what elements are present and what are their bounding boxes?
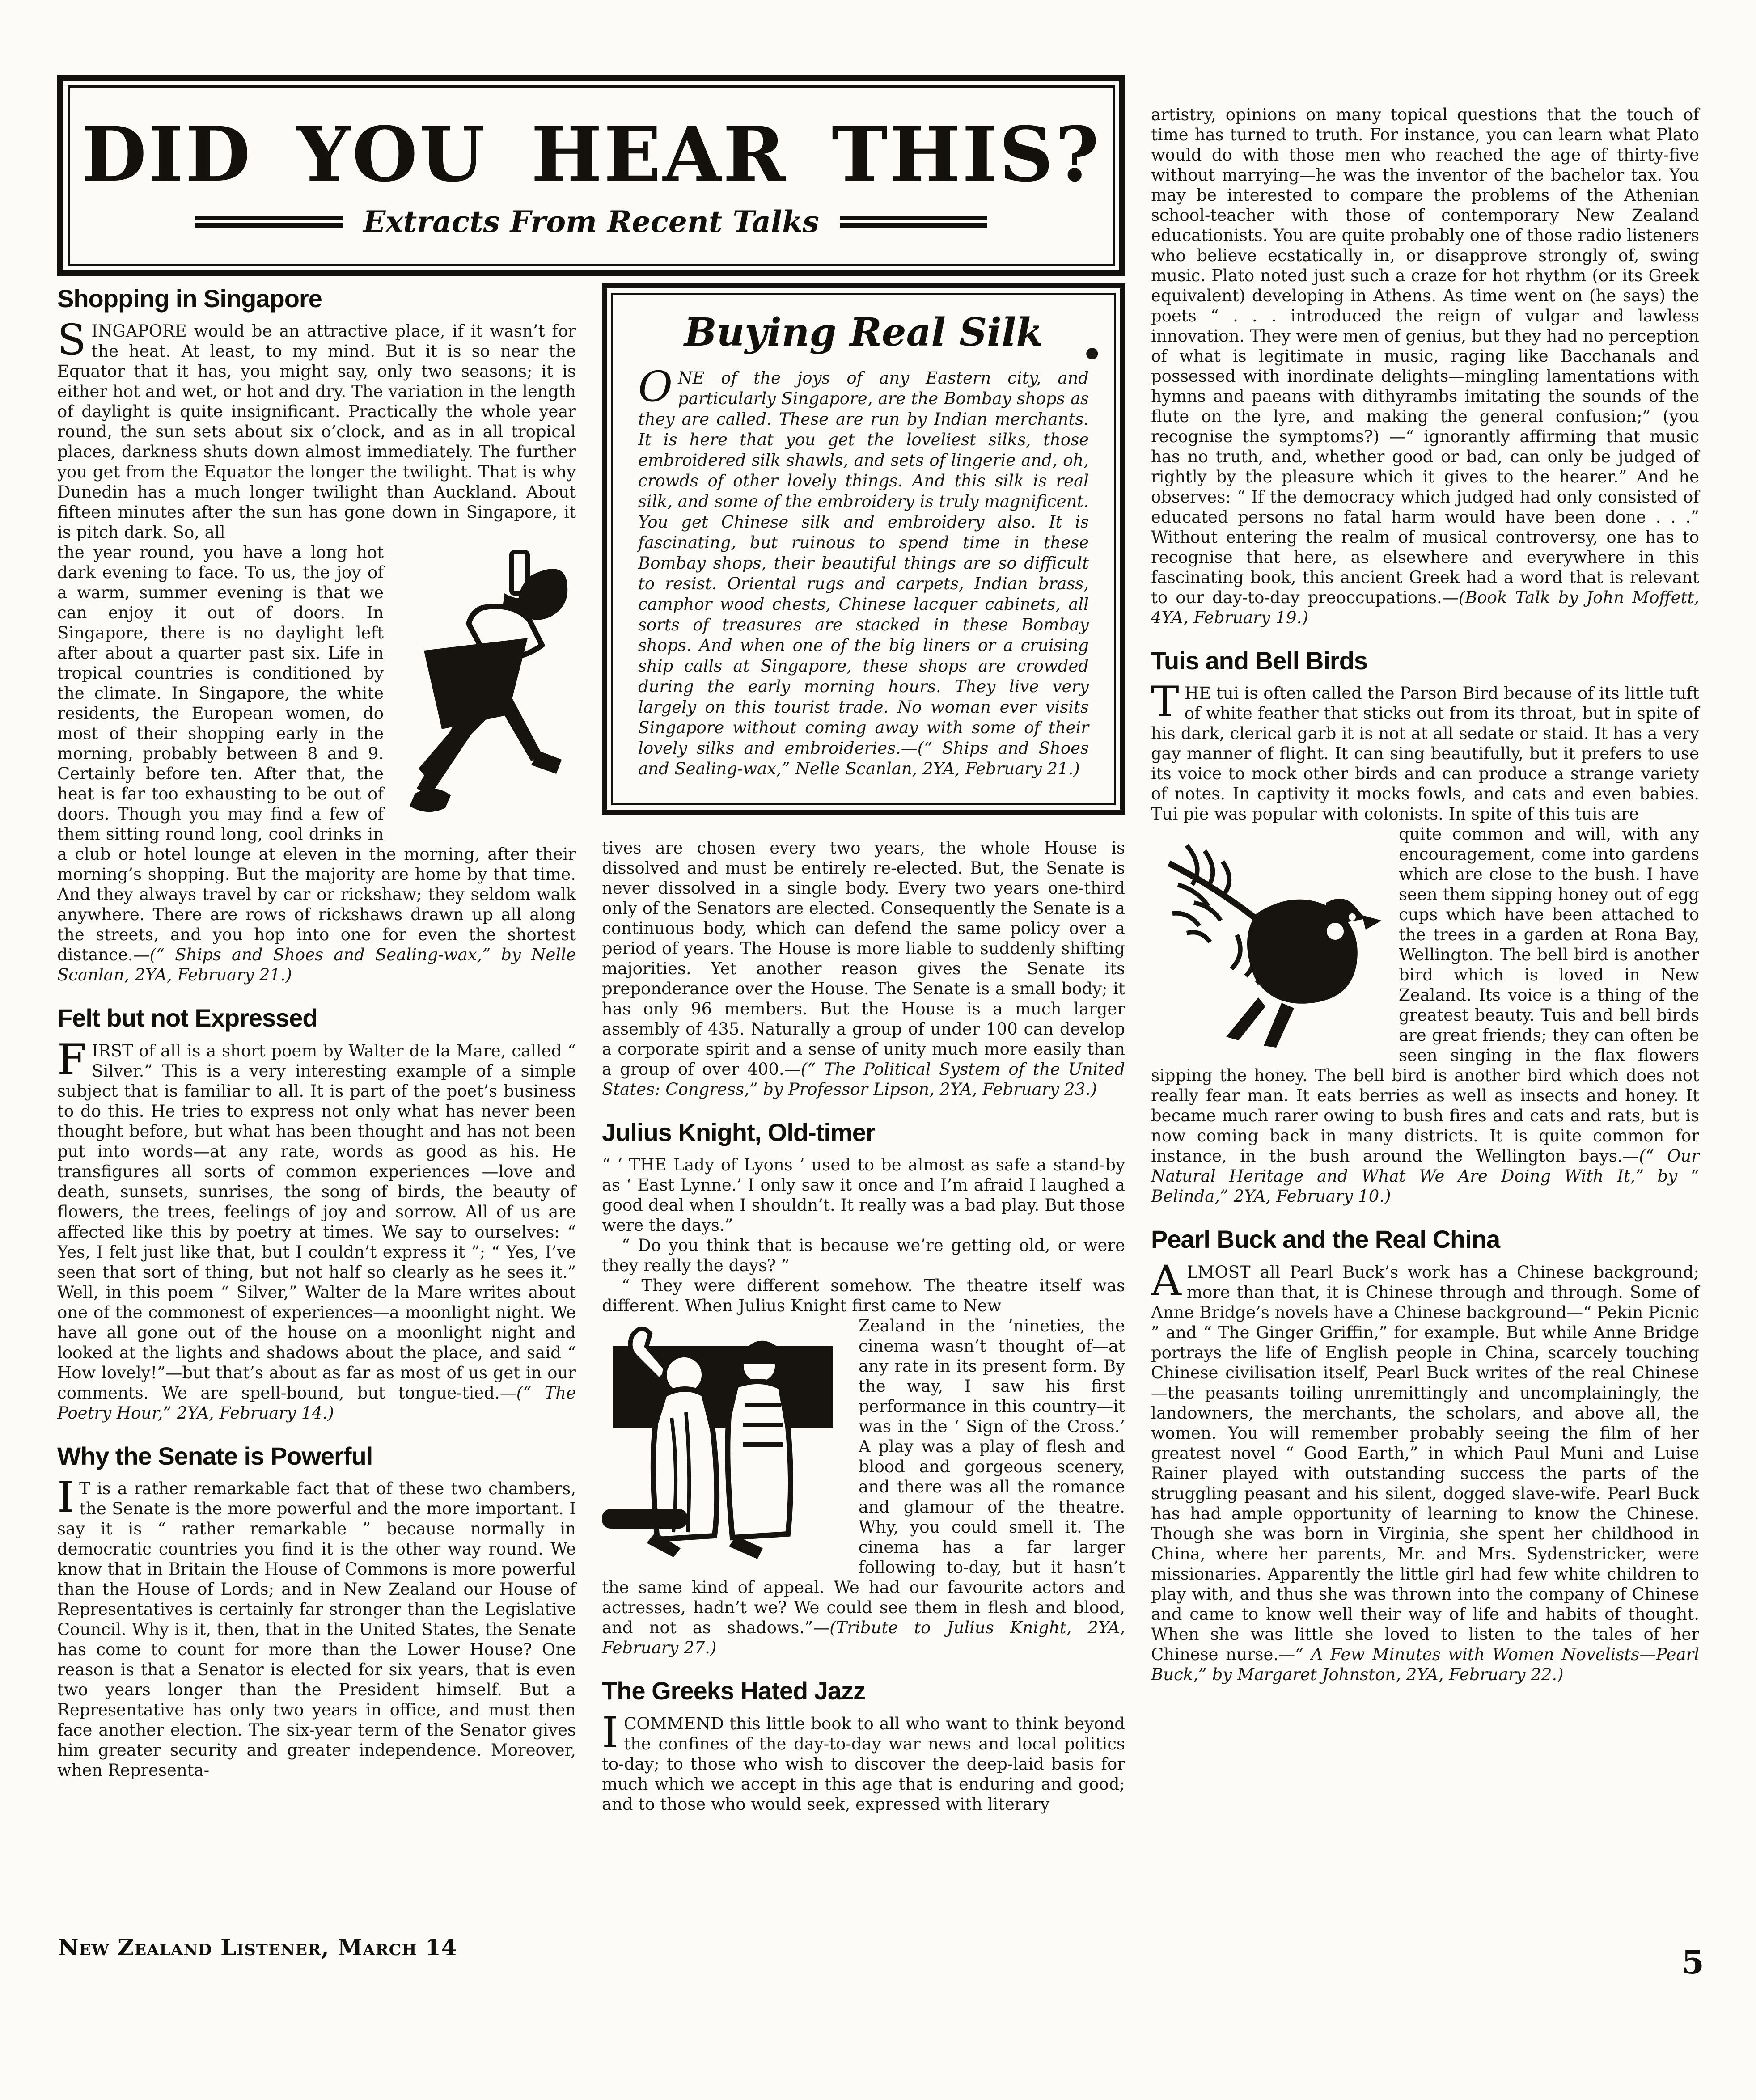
drop-cap: I [57, 1473, 74, 1522]
article-paragraph [602, 1708, 1125, 1814]
tui-bird-illustration [1151, 828, 1384, 1051]
drop-cap: O [638, 363, 673, 411]
article-greeks-continuation [1151, 105, 1699, 628]
article-heading: Buying Real Silk [684, 310, 1043, 355]
article-paragraph [1151, 678, 1699, 824]
article-heading: Shopping in Singapore [57, 284, 322, 313]
article-senate-continuation [602, 838, 1125, 1099]
citation: (Tribute to Julius Knight, 2YA, February 27.) [602, 1618, 1125, 1658]
citation: (“ Our Natural Heritage and What We Are Doing With It,” by “ Belinda,” 2YA, February 10.) [1151, 1146, 1700, 1206]
decorative-rule-right [840, 216, 987, 228]
article-paragraph [1151, 105, 1699, 628]
paragraph-text: artistry, opinions on many topical questions that the touch of time has turned to truth. For instance, you can learn what Plato would do with those men who reached the age of thirty-five without marrying—he was the inventor of the bachelor tax. You may be interested to compare the problems of the Athenian school-teacher with those of contemporary New Zealand educationists. You are quite probably one of those radio listeners who believe ecstatically in, or disapprove strongly of, swing music. Plato noted just such a craze for hot rhythm (or its Greek equivalent) developing in Athens. As time went on (he says) the poets “ . . . introduced the reign of vulgar and lawless innovation. They were men of genius, but they had no perception of what is legitimate in music, raging like Bacchanals and possessed with inordinate delights—mingling lamentations with hymns and paeans with dithyrambs imitating the sounds of the flute on the lyre, and making the general confusion;” (you recognise the symptoms?) —“ ignorantly affirming that music has no truth, and, whether good or bad, can only be judged of rightly by the pleasure which it gives to the hearer.” And he observes: “ If the democracy which judged had only consisted of educated persons no fatal harm would have been done . . .” Without entering the realm of musical controversy, one has to recognise that here, as elsewhere and everywhere in this fascinating book, this ancient Greek had a word that is relevant to our day-to-day preoccupations.— [1151, 105, 1699, 607]
citation: (“ Ships and Shoes and Sealing-wax,” by Nelle Scanlan, 2YA, February 21.) [57, 945, 576, 985]
drop-cap: T [1151, 678, 1179, 727]
article-heading: The Greeks Hated Jazz [602, 1677, 866, 1705]
article-paragraph [602, 838, 1125, 1099]
article-paragraph [57, 542, 576, 985]
citation: “ A Few Minutes with Women Novelists—Pearl Buck,” by Margaret Johnston, 2YA, February 22.) [1151, 1644, 1699, 1684]
page-title: DID YOU HEAR THIS? [81, 110, 1101, 199]
article-paragraph [1151, 824, 1699, 1206]
article-heading: Felt but not Expressed [57, 1004, 317, 1032]
article-heading: Julius Knight, Old-timer [602, 1118, 875, 1146]
paragraph-text: INGAPORE would be an attractive place, if it wasn’t for the heat. At least, to my mind. But it is so near the Equator that it has, you might say, only two seasons; it is either hot and wet, or hot and dry. The variation in the length of daylight is quite insignificant. Practically the whole year round, the sun sets about six o’clock, and as in all tropical places, darkness shuts down almost immediately. The further you get from the Equator the longer the twilight. That is why Dunedin has a much longer twilight than Auckland. About fifteen minutes after the sun has gone down in Singapore, it is pitch dark. So, all [57, 321, 576, 542]
paragraph-text: IRST of all is a short poem by Walter de la Mare, called “ Silver.” This is a very interesting example of a simple subject that is familiar to all. It is part of the poet’s business to do this. He tries to express not only what has never been thought before, but what has been thought and has not been put into words—at any rate, words as good as his. He transfigures all sorts of common experiences —love and death, sunsets, sunrises, the song of birds, the beauty of flowers, the trees, feelings of joy and sorrow. All of us are affected like this by poetry at times. We say to ourselves: “ Yes, I felt just like that, but I couldn’t express it ”; “ Yes, I’ve seen that sort of thing, but not half so clearly as he sees it.” Well, in this poem “ Silver,” Walter de la Mare writes about one of the commonest of experiences—a moonlight night. We have all gone out of the house on a moonlight night and looked at the lights and shadows about the place, and said “ How lovely!”—but that’s about as far as most of us get in our comments. We are spell-bound, but tongue-tied.— [57, 1041, 576, 1403]
page-number: 5 [1681, 1943, 1704, 1981]
column-left [57, 283, 576, 1814]
article-felt-but-not-expressed [57, 1005, 576, 1423]
article-shopping-in-singapore [57, 285, 576, 985]
article-tuis-and-bell-birds [1151, 647, 1699, 1206]
article-paragraph [602, 1316, 1125, 1658]
article-paragraph [57, 316, 576, 542]
classical-actors-illustration [602, 1319, 843, 1561]
paragraph-text: NE of the joys of any Eastern city, and particularly Singapore, are the Bombay shops as they are called. These are run by Indian merchants. It is here that you get the loveliest silks, those embroidered silk shawls, and sets of lingerie and, oh, crowds of other lovely things. And this silk is real silk, and some of the embroidery is truly magnificent. You get Chinese silk and embroidery also. It is fascinating, but ruinous to spend time in these Bombay shops, their beautiful things are so difficult to resist. Oriental rugs and carpets, Indian brass, camphor wood chests, Chinese lacquer cabinets, all sorts of treasures are stacked in these Bombay shops. And when one of the big liners or a cruising ship calls at Singapore, these shops are crowded during the early morning hours. They live very largely on this tourist trade. No woman ever visits Singapore without coming away with some of their lovely silks and embroideries.—(“ Ships and Shoes and Sealing-wax,” Nelle Scanlan, 2YA, February 21.) [638, 368, 1089, 778]
article-paragraph [638, 363, 1089, 779]
publication-footer: New Zealand Listener, March 14 [58, 1934, 457, 1961]
drop-cap: F [57, 1035, 87, 1084]
article-pearl-buck-and-the-real-china [1151, 1226, 1699, 1684]
article-paragraph: “ Do you think that is because we’re getting old, or were they really the days? ” [602, 1236, 1125, 1276]
paragraph-text: HE tui is often called the Parson Bird because of its little tuft of white feather that sticks out from its throat, but in spite of his dark, clerical garb it is not at all sedate or staid. It has a very gay manner of flight. It can sing beautifully, but it prefers to use its voice to mock other birds and can produce a strange variety of notes. In captivity it mocks fowls, and cats and even babies. Tui pie was popular with colonists. In spite of this tuis are [1151, 684, 1699, 824]
masthead-subtitle: Extracts From Recent Talks [363, 204, 819, 239]
column-middle [602, 283, 1125, 1814]
citation: (“ The Poetry Hour,” 2YA, February 14.) [57, 1383, 576, 1423]
drop-cap: S [57, 316, 86, 365]
article-paragraph [57, 1473, 576, 1780]
article-paragraph [57, 1035, 576, 1423]
paragraph-text: the year round, you have a long hot dark evening to face. To us, the joy of a warm, summer evening is that we can enjoy it out of doors. In Singapore, there is no daylight left after about a quarter past six. Life in tropical countries is conditioned by the climate. In Singapore, the white residents, the European women, do most of their shopping early in the morning, probably between 8 and 9. Certainly before ten. After that, the heat is far too exhausting to be out of doors. Though you may find a few of them sitting round long, cool drinks in a club or hotel lounge at eleven in the morning, after their morning’s shopping. But the majority are home by that time. And they always travel by car or rickshaw; they seldom walk anywhere. There are rows of rickshaws drawn up all along the streets, and you hop into one for even the shortest distance.— [57, 543, 576, 965]
decorative-dot: ● [1085, 344, 1099, 362]
article-paragraph [1151, 1256, 1699, 1685]
masthead-border [57, 75, 1125, 276]
article-the-greeks-hated-jazz [602, 1677, 1125, 1814]
article-heading: Tuis and Bell Birds [1151, 646, 1368, 675]
paragraph-text: Zealand in the ’nineties, the cinema wasn’t thought of—at any rate in its present form. By the way, I saw his first performance in this country—it was in the ‘ Sign of the Cross.’ A play was a play of flesh and blood and gorgeous scenery, and there was all the romance and glamour of the theatre. Why, you could smell it. The cinema has a far larger following to-day, but it hasn’t the same kind of appeal. We had our favourite actors and actresses, hadn’t we? We could see them in flesh and blood, and not as shadows.”— [602, 1316, 1125, 1638]
article-paragraph: “ They were different somehow. The theatre itself was different. When Julius Knight first came to New [602, 1276, 1125, 1316]
article-julius-knight-old-timer [602, 1119, 1125, 1658]
drop-cap: A [1151, 1256, 1181, 1306]
paragraph-text: COMMEND this little book to all who want to think beyond the confines of the day-to-day war news and local politics to-day; to those who wish to discover the deep-laid basis for much which we accept in this age that is enduring and good; and to those who would seek, expressed with literary [602, 1714, 1125, 1814]
article-heading: Why the Senate is Powerful [57, 1441, 373, 1470]
citation: (“ The Political System of the United States: Congress,” by Professor Lipson, 2YA, February 23.) [602, 1060, 1125, 1099]
article-buying-real-silk-box [602, 283, 1125, 815]
citation: (Book Talk by John Moffett, 4YA, February 19.) [1151, 588, 1699, 627]
paragraph-text: LMOST all Pearl Buck’s work has a Chinese background; more than that, it is Chinese through and through. Some of Anne Bridge’s novels have a Chinese background—“ Pekin Picnic ” and “ The Ginger Griffin,” for example. But while Anne Bridge portrays the life of English people in China, scarcely touching Chinese civilisation itself, Pearl Buck writes of the real Chinese—the peasants toiling unremittingly and uncomplainingly, the landowners, the merchants, the scholars, and above all, the women. You will remember probably seeing the film of her greatest novel “ Good Earth,” in which Paul Muni and Luise Rainer played with outstanding success the parts of the struggling peasant and his silent, dogged slave-wife. Pearl Buck has had ample opportunity of learning to know the Chinese. Though she was born in Virginia, she spent her childhood in China, where her parents, Mr. and Mrs. Sydenstricker, were missionaries. Apparently the little girl had few white children to play with, and thus she was thrown into the company of Chinese and came to know well their way of life and habits of thought. When she was little she loved to listen to the tales of her Chinese nurse.— [1151, 1262, 1699, 1664]
column-right [1151, 75, 1699, 1814]
article-heading: Pearl Buck and the Real China [1151, 1225, 1500, 1254]
paragraph-text: quite common and will, with any encouragement, come into gardens which are close to the bush. I have seen them sipping honey out of egg cups which have been attached to the trees in a garden at Rona Bay, Wellington. The bell bird is another bird which is loved in New Zealand. Its voice is a thing of the greatest beauty. Tuis and bell birds are great friends; they can often be seen singing in the flax flowers sipping the honey. The bell bird is another bird which does not really fear man. It eats berries as well as insects and honey. It became much rarer owing to bush fires and cats and rats, but is now coming back in many districts. It is quite common for instance, in the bush around the Wellington bays.— [1151, 824, 1699, 1166]
masthead [57, 75, 1125, 276]
article-paragraph: “ ‘ THE Lady of Lyons ’ used to be almost as safe a stand-by as ‘ East Lynne.’ I only saw it once and I’m afraid I laughed a good deal when I shouldn’t. It really was a bad play. But those were the days.” [602, 1155, 1125, 1235]
paragraph-text: tives are chosen every two years, the whole House is dissolved and must be entirely re-elected. But, the Senate is never dissolved in a single body. Every two years one-third only of the Senators are elected. Consequently the Senate is a continuous body, which can defend the same policy over a period of years. The House is more liable to suddenly shifting majorities. Yet another reason gives the Senate its preponderance over the House. The Senate is a small body; it has only 96 members. But the House is a much larger assembly of 435. Naturally a group of under 100 can develop a corporate spirit and a sense of unity much more easily than a group of over 400.— [602, 838, 1125, 1079]
man-in-deckchair-illustration [397, 545, 576, 836]
drop-cap: I [602, 1708, 619, 1757]
decorative-rule-left [195, 216, 343, 228]
paragraph-text: T is a rather remarkable fact that of these two chambers, the Senate is the more powerful and the more important. I say it is “ rather remarkable ” because normally in democratic countries you find it is the other way round. We know that in Britain the House of Commons is more powerful than the House of Lords; and in New Zealand our House of Representatives is certainly far stronger than the Legislative Council. Why is it, then, that in the United States, the Senate has come to count for more than the Lower House? One reason is that a Senator is elected for six years, that is even two years longer than the President himself. But a Representative has only two years in office, and must then face another election. The six-year term of the Senator gives him greater security and greater independence. Moreover, when Representa- [57, 1479, 576, 1780]
article-why-the-senate-is-powerful [57, 1443, 576, 1780]
